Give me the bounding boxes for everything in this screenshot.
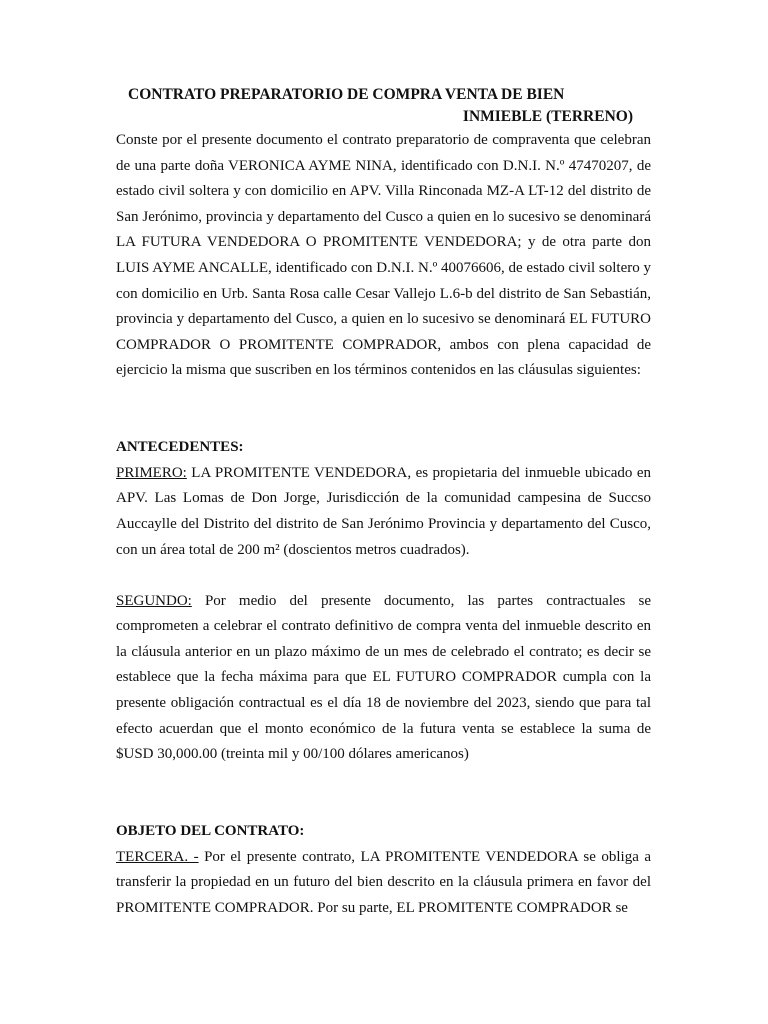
clause-tercera-text: Por el presente contrato, LA PROMITENTE VENDEDORA se obliga a transferir la propiedad en un futuro del bien descrito en la cláusula primera en favor del PROMITENTE COMPRADOR. Por su parte, EL PROMITENTE COMPRADOR se xyxy=(116,848,651,916)
intro-paragraph: Conste por el presente documento el contrato preparatorio de compraventa que celebran de una parte doña VERONICA AYME NINA, identificado con D.N.I. N.º 47470207, de estado civil soltera y con domicilio en APV. Villa Rinconada MZ-A LT-12 del distrito de San Jerónimo, provincia y departamento del Cusco a quien en lo sucesivo se denominará LA FUTURA VENDEDORA O PROMITENTE VENDEDORA; y de otra parte don LUIS AYME ANCALLE, identificado con D.N.I. N.º 40076606, de estado civil soltero y con domicilio en Urb. Santa Rosa calle Cesar Vallejo L.6-b del distrito de San Sebastián, provincia y departamento del Cusco, a quien en lo sucesivo se denominará EL FUTURO COMPRADOR O PROMITENTE COMPRADOR, ambos con plena capacidad de ejercicio la misma que suscriben en los términos contenidos en las cláusulas siguientes: xyxy=(116,132,651,379)
spacer xyxy=(116,384,651,410)
clause-tercera-label: TERCERA. - xyxy=(116,848,199,865)
objeto-heading: OBJETO DEL CONTRATO: xyxy=(116,823,305,840)
antecedentes-heading: ANTECEDENTES: xyxy=(116,439,244,456)
document-page xyxy=(116,84,651,921)
clause-primero-text: LA PROMITENTE VENDEDORA, es propietaria del inmueble ubicado en APV. Las Lomas de Don Jorge, Jurisdicción de la comunidad campesina de Succso Auccaylle del Distrito del distrito de San Jerónimo Provincia y departamento del Cusco, con un área total de 200 m² (doscientos metros cuadrados). xyxy=(116,464,651,558)
clause-primero xyxy=(116,461,651,563)
spacer xyxy=(116,768,651,794)
spacer xyxy=(116,793,651,819)
document-title-line-2: INMIEBLE (TERRENO) xyxy=(462,108,633,125)
spacer xyxy=(116,563,651,589)
spacer xyxy=(116,410,651,436)
clause-segundo-label: SEGUNDO: xyxy=(116,592,192,609)
clause-segundo-text: Por medio del presente documento, las partes contractuales se comprometen a celebrar el contrato definitivo de compra venta del inmueble descrito en la cláusula anterior en un plazo máximo de un mes de celebrado el contrato; es decir se establece que la fecha máxima para que EL FUTURO COMPRADOR cumpla con la presente obligación contractual es el día 18 de noviembre del 2023, siendo que para tal efecto acuerdan que el monto económico de la futura venta se establece la suma de $USD 30,000.00 (treinta mil y 00/100 dólares americanos) xyxy=(116,592,651,763)
document-title-line-1: CONTRATO PREPARATORIO DE COMPRA VENTA DE BIEN xyxy=(128,86,565,103)
clause-primero-label: PRIMERO: xyxy=(116,464,187,481)
clause-segundo xyxy=(116,589,651,768)
clause-tercera xyxy=(116,845,651,922)
